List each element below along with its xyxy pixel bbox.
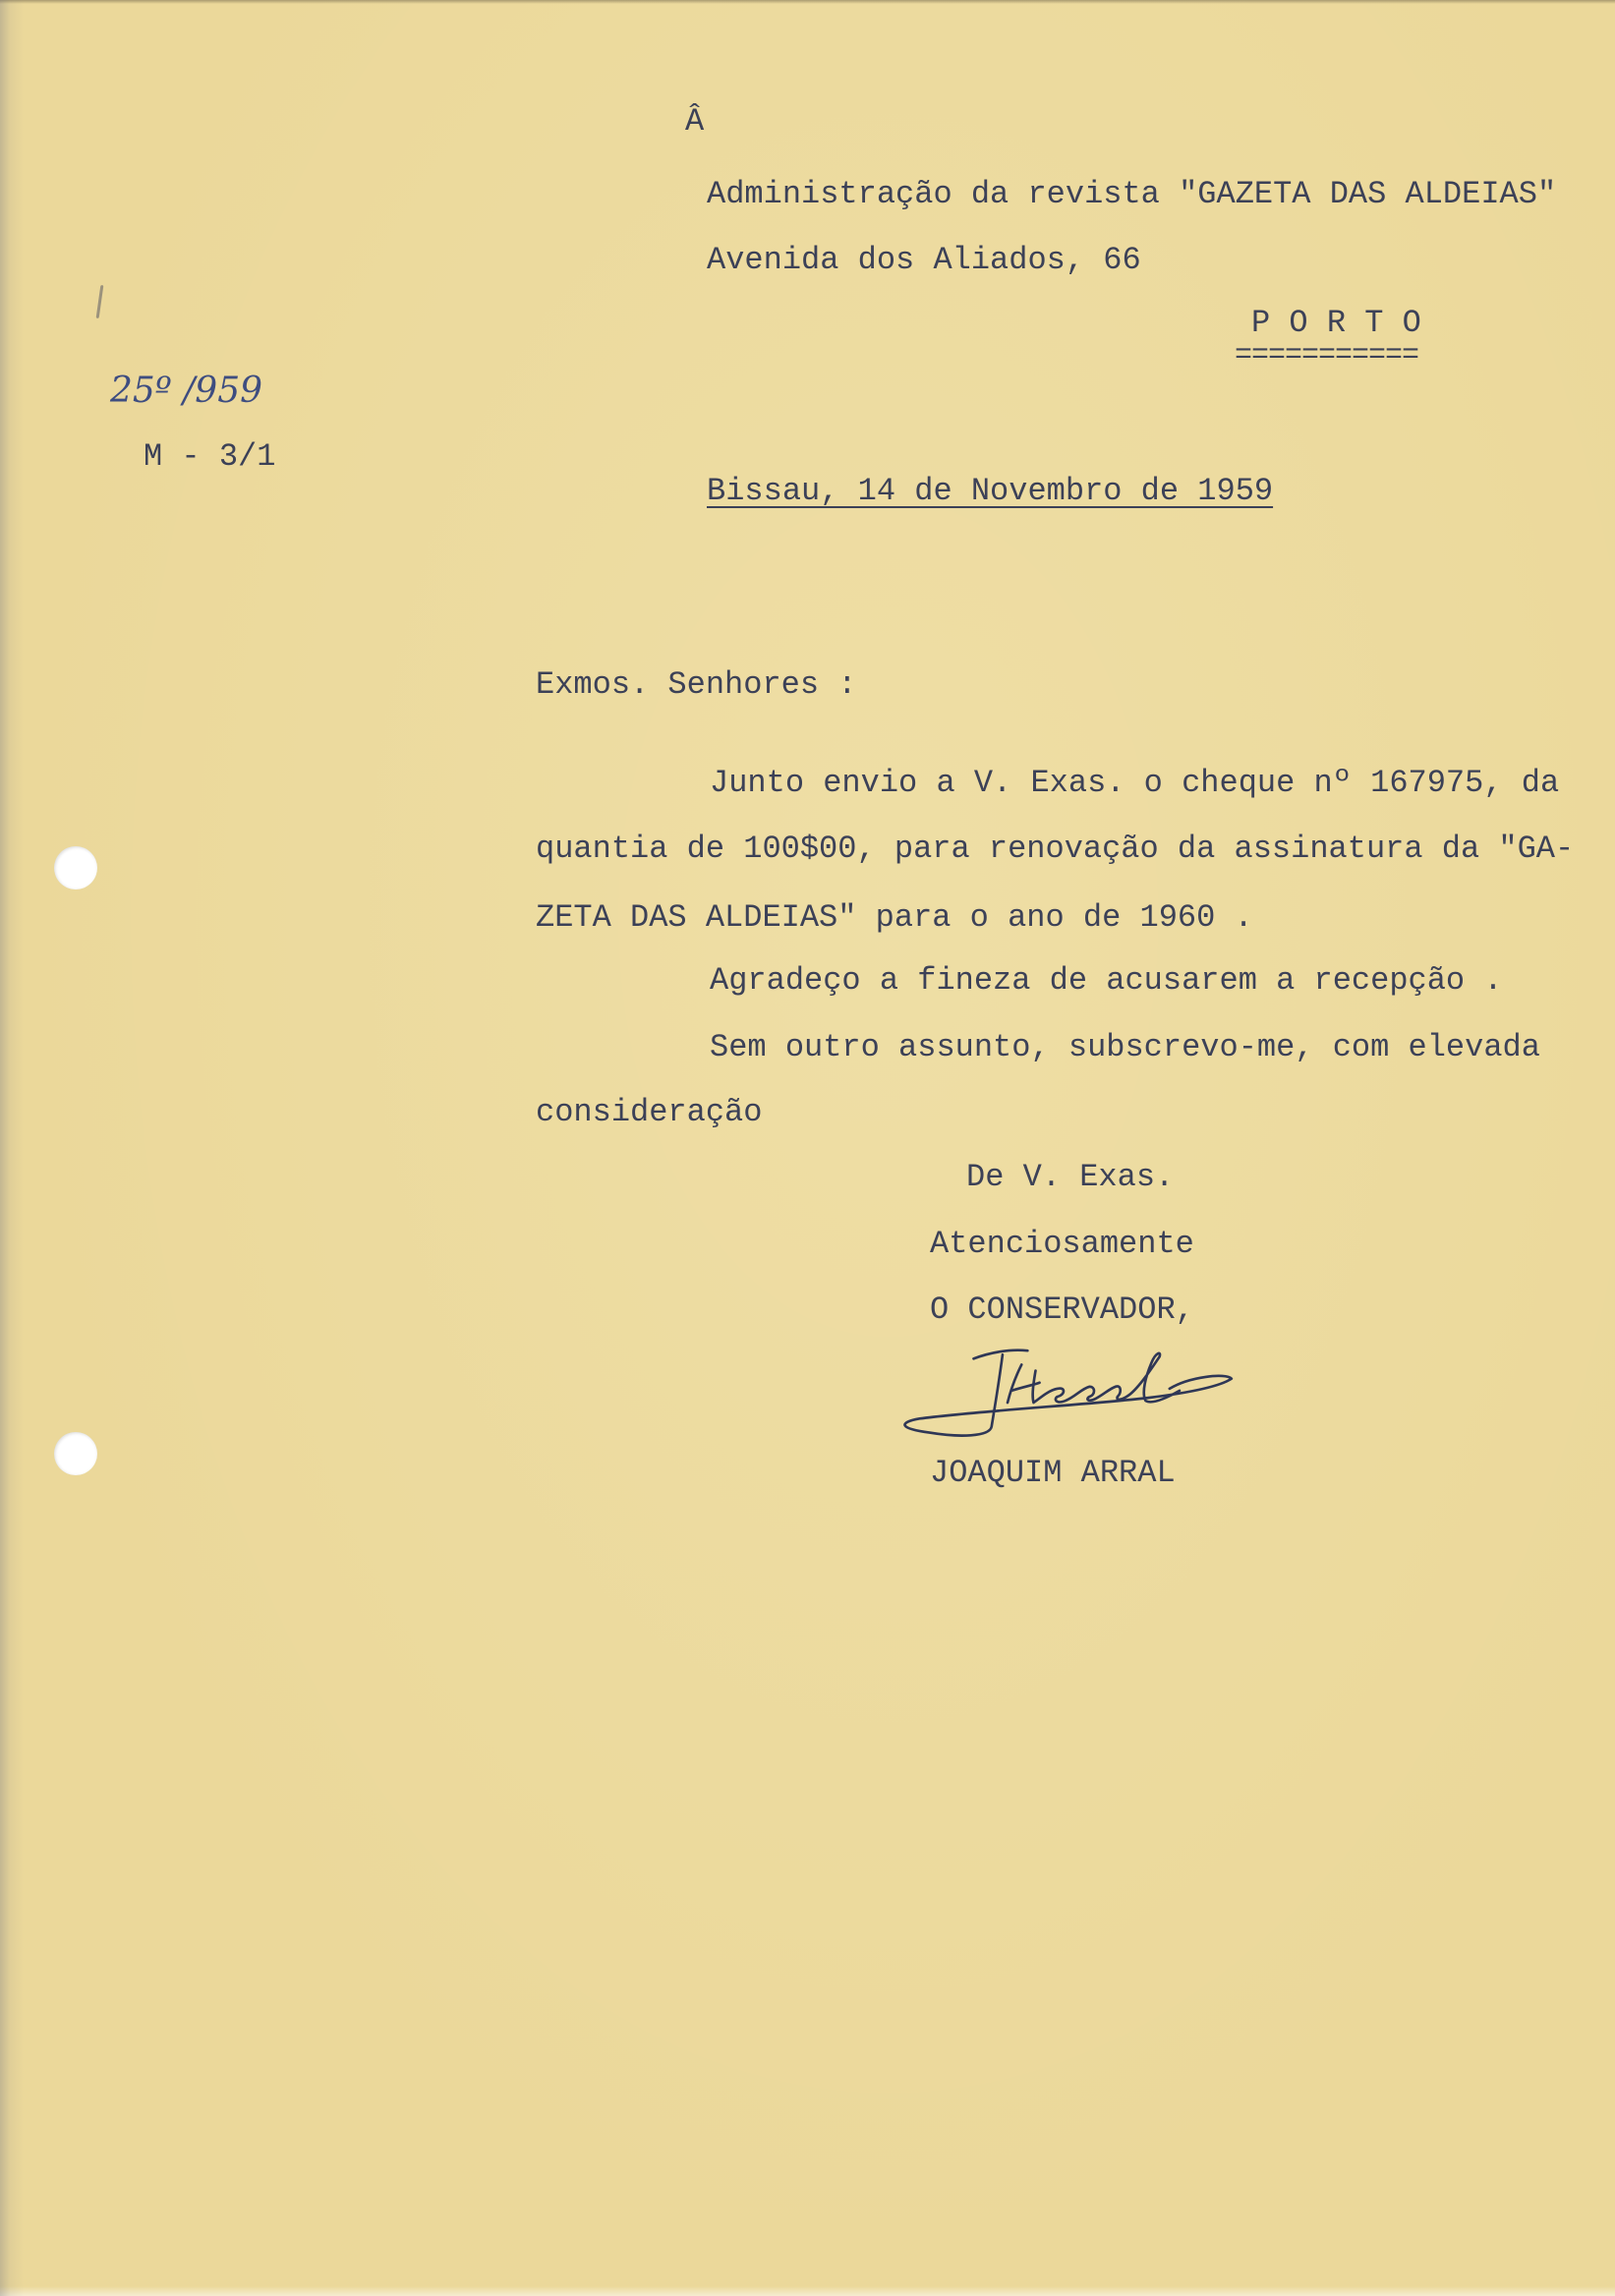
body-line: Sem outro assunto, subscrevo-me, com elevada [710, 1029, 1540, 1065]
pencil-mark [96, 285, 104, 318]
signatory-name: JOAQUIM ARRAL [930, 1455, 1176, 1491]
top-mark: Â [685, 103, 705, 140]
recipient-city: P O R T O [1251, 305, 1421, 341]
handwritten-signature [890, 1343, 1240, 1453]
file-code: M - 3/1 [144, 438, 276, 475]
punch-hole-upper [54, 846, 97, 890]
body-line: ZETA DAS ALDEIAS" para o ano de 1960 . [536, 899, 1253, 936]
closing-line-3: O CONSERVADOR, [930, 1292, 1194, 1328]
closing-line-2: Atenciosamente [930, 1226, 1194, 1262]
recipient-city-rule: =========== [1235, 339, 1419, 373]
recipient-line-2: Avenida dos Aliados, 66 [707, 242, 1141, 278]
date-line: Bissau, 14 de Novembro de 1959 [707, 473, 1274, 509]
recipient-line-1: Administração da revista "GAZETA DAS ALDEIAS" [707, 176, 1557, 212]
salutation: Exmos. Senhores : [536, 666, 857, 703]
body-line: Agradeço a fineza de acusarem a recepção . [710, 962, 1503, 999]
body-line: Junto envio a V. Exas. o cheque nº 167975, da [710, 765, 1560, 801]
handwritten-reference-number: 25º /959 [110, 371, 263, 411]
body-line: consideração [536, 1094, 763, 1130]
punch-hole-lower [54, 1432, 97, 1475]
body-line: quantia de 100$00, para renovação da assinatura da "GA- [536, 831, 1575, 867]
closing-line-1: De V. Exas. [966, 1159, 1175, 1195]
